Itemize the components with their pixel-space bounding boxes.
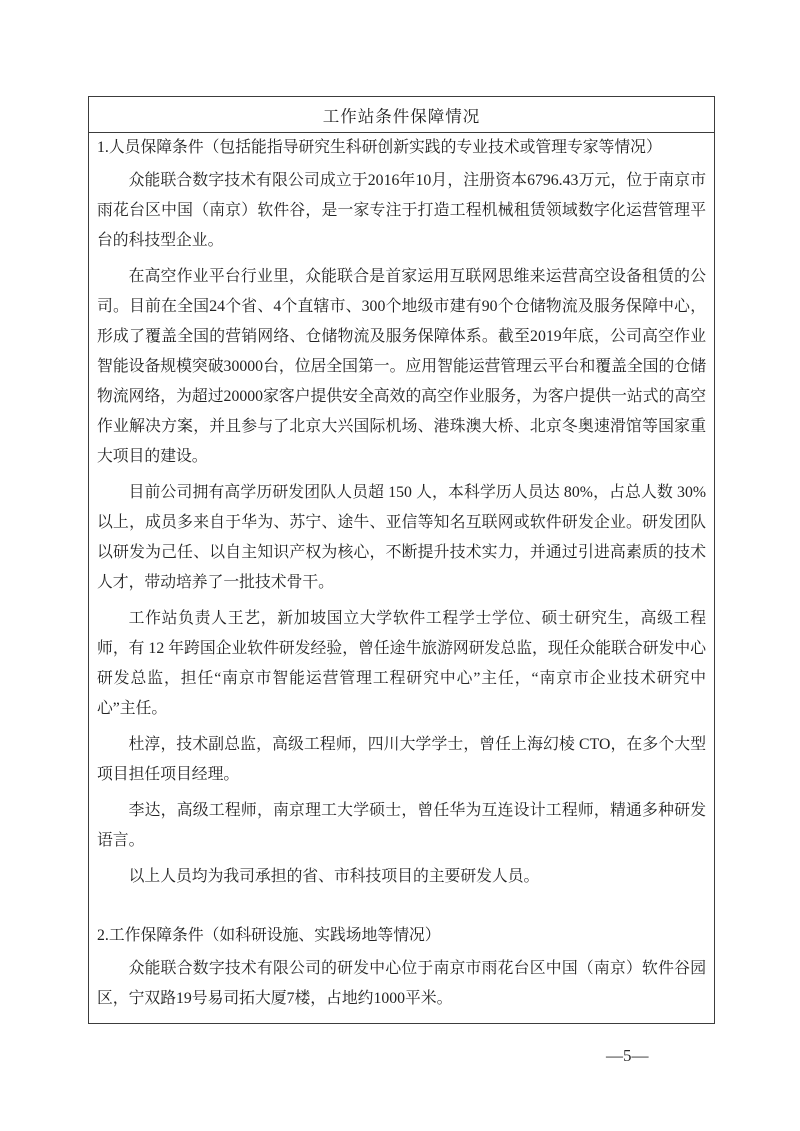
section-1-heading: 1.人员保障条件（包括能指导研究生科研创新实践的专业技术或管理专家等情况） bbox=[97, 139, 662, 156]
section-1-paragraph-5: 杜淳，技术副总监，高级工程师，四川大学学士，曾任上海幻棱 CTO，在多个大型项目担任项目经理。 bbox=[97, 736, 706, 783]
table-title-row bbox=[89, 97, 714, 133]
section-1-paragraph-3: 目前公司拥有高学历研发团队人员超 150 人，本科学历人员达 80%，占总人数 30%以上，成员多来自于华为、苏宁、途牛、亚信等知名互联网或软件研发企业。研发团队以研发为己任、以自主知识产权为核心，不断提升技术实力，并通过引进高素质的技术人才，带动培养了一批技术骨干。 bbox=[97, 484, 706, 591]
section-divider-space bbox=[97, 892, 706, 924]
table-title: 工作站条件保障情况 bbox=[322, 106, 481, 126]
section-2-paragraph-1: 众能联合数字技术有限公司的研发中心位于南京市雨花台区中国（南京）软件谷园区，宁双路19号易司拓大厦7楼，占地约1000平米。 bbox=[97, 960, 706, 1007]
section-1-paragraph-2: 在高空作业平台行业里，众能联合是首家运用互联网思维来运营高空设备租赁的公司。目前在全国24个省、4个直辖市、300个地级市建有90个仓储物流及服务保障中心，形成了覆盖全国的营销网络、仓储物流及服务保障体系。截至2019年底，公司高空作业智能设备规模突破30000台，位居全国第一。应用智能运营管理云平台和覆盖全国的仓储物流网络，为超过20000家客户提供安全高效的高空作业服务，为客户提供一站式的高空作业解决方案，并且参与了北京大兴国际机场、港珠澳大桥、北京冬奥速滑馆等国家重大项目的建设。 bbox=[97, 268, 706, 465]
table-body-cell bbox=[89, 133, 714, 1023]
section-1-paragraph-6: 李达，高级工程师，南京理工大学硕士，曾任华为互连设计工程师，精通多种研发语言。 bbox=[97, 802, 706, 849]
section-1-paragraph-1: 众能联合数字技术有限公司成立于2016年10月，注册资本6796.43万元，位于南京市雨花台区中国（南京）软件谷，是一家专注于打造工程机械租赁领域数字化运营管理平台的科技型企业。 bbox=[97, 172, 706, 249]
form-table bbox=[88, 96, 715, 1024]
page-number: —5— bbox=[606, 1046, 649, 1065]
section-1-paragraph-4: 工作站负责人王艺，新加坡国立大学软件工程学士学位、硕士研究生，高级工程师，有 12 年跨国企业软件研发经验，曾任途牛旅游网研发总监，现任众能联合研发中心研发总监，担任“南京市智能运营管理工程研究中心”主任，“南京市企业技术研究中心”主任。 bbox=[97, 610, 706, 717]
section-1-paragraph-7: 以上人员均为我司承担的省、市科技项目的主要研发人员。 bbox=[128, 868, 540, 885]
section-2-heading: 2.工作保障条件（如科研设施、实践场地等情况） bbox=[97, 927, 441, 944]
